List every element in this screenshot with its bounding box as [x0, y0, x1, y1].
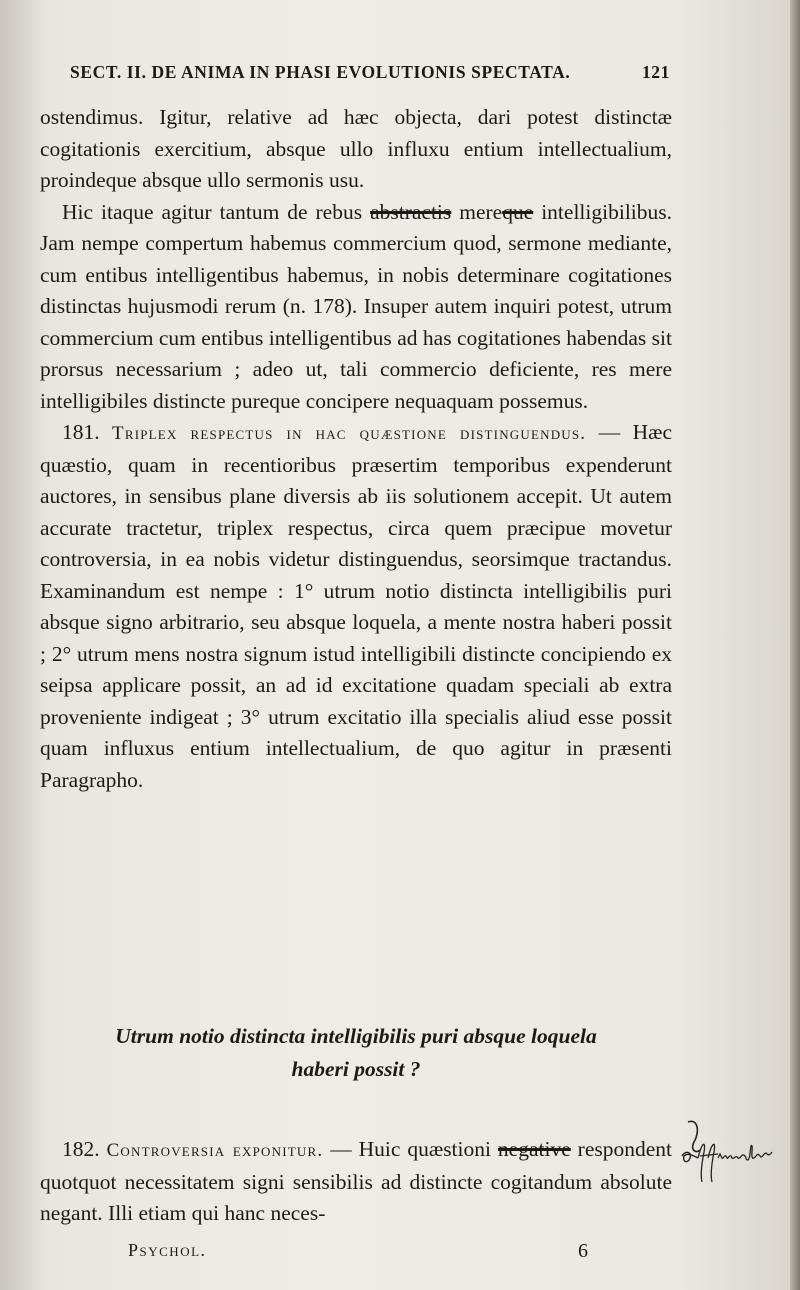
sheet-number: 6 — [578, 1240, 588, 1262]
paragraph-181-text: — Hæc quæstio, quam in recentioribus præsertim temporibus expenderunt auctores, in sensibus plane diversis ab iis solutionem accepit. Ut autem accurate tractetur, triplex respectus, circa quem præcipue movetur controversia, in ea nobis videtur distinguendus, seorsimque tractandus. Examinandum est nempe : 1° utrum notio distincta intelligibilis puri absque signo arbitrario, seu absque loquela, a mente nostra haberi possit ; 2° utrum mens nostra signum istud intelligibili distincte concipiendo ex seipsa applicare possit, an ad id excitatione quadam speciali ab extra proveniente indigeat ; 3° utrum excitatio illa specialis aliud esse possit quam influxus entium intellectualium, de quo agitur in præsenti Paragrapho. — [40, 420, 672, 792]
signature-mark: Psychol. — [128, 1240, 207, 1260]
running-title: SECT. II. DE ANIMA IN PHASI EVOLUTIONIS SPECTATA. — [70, 62, 571, 82]
paragraph-2-part-c: intelligibilibus. Jam nempe compertum habemus commercium quod, sermone mediante, cum entibus intelligentibus habemus, in nobis determinare cogitationes distinctas hujusmodi rerum (n. 178). Insuper autem inquiri potest, utrum commercium cum entibus intelligentibus ad has cogitationes habendas sit prorsus necessarium ; adeo ut, tali commercio deficiente, res mere intelligibiles distincte pureque concipere nequaquam possemus. — [40, 199, 673, 413]
section-title-line-2: haberi possit ? — [291, 1057, 421, 1081]
paragraph-182-body — [40, 1134, 672, 1230]
paragraph-181-heading: Triplex respectus in hac quæstione distinguendus. — [112, 423, 587, 444]
running-head — [70, 62, 670, 83]
paragraph-182-text-b: respondent quotquot necessitatem signi sensibilis ad distincte cogitandum absolute negant. Illi etiam qui hanc neces- — [40, 1137, 673, 1225]
struck-word-1: abstractis — [370, 199, 452, 224]
paragraph-number-181: 181. — [62, 420, 100, 444]
main-text — [40, 102, 672, 796]
page-edge-shadow — [790, 0, 800, 1290]
paragraph-181 — [40, 417, 672, 796]
page-number: 121 — [641, 62, 670, 82]
section-title-line-1: Utrum notio distincta intelligibilis puri absque loquela — [115, 1024, 597, 1048]
handwritten-affirmative-scribble — [676, 1112, 800, 1192]
struck-word-2: que — [502, 199, 534, 224]
page-footer — [128, 1240, 588, 1263]
paragraph-182-text-a: — Huic quæstioni — [323, 1137, 498, 1161]
paragraph-182-heading: Controversia exponitur. — [106, 1140, 324, 1161]
paragraph-2-part-b: mere — [451, 199, 503, 224]
struck-word-negative: negative — [497, 1137, 571, 1161]
section-title — [40, 1020, 672, 1086]
paragraph-182 — [40, 1134, 672, 1230]
paragraph-2 — [40, 197, 672, 418]
paragraph-1: ostendimus. Igitur, relative ad hæc objecta, dari potest distinctæ cogitationis exercitium, absque ullo influxu entium intellectualium, proindeque absque ullo sermonis usu. — [40, 105, 672, 192]
paragraph-2-part-a: Hic itaque agitur tantum de rebus — [62, 199, 371, 224]
paragraph-number-182: 182. — [62, 1137, 100, 1161]
handwritten-margin-note — [676, 1112, 800, 1192]
